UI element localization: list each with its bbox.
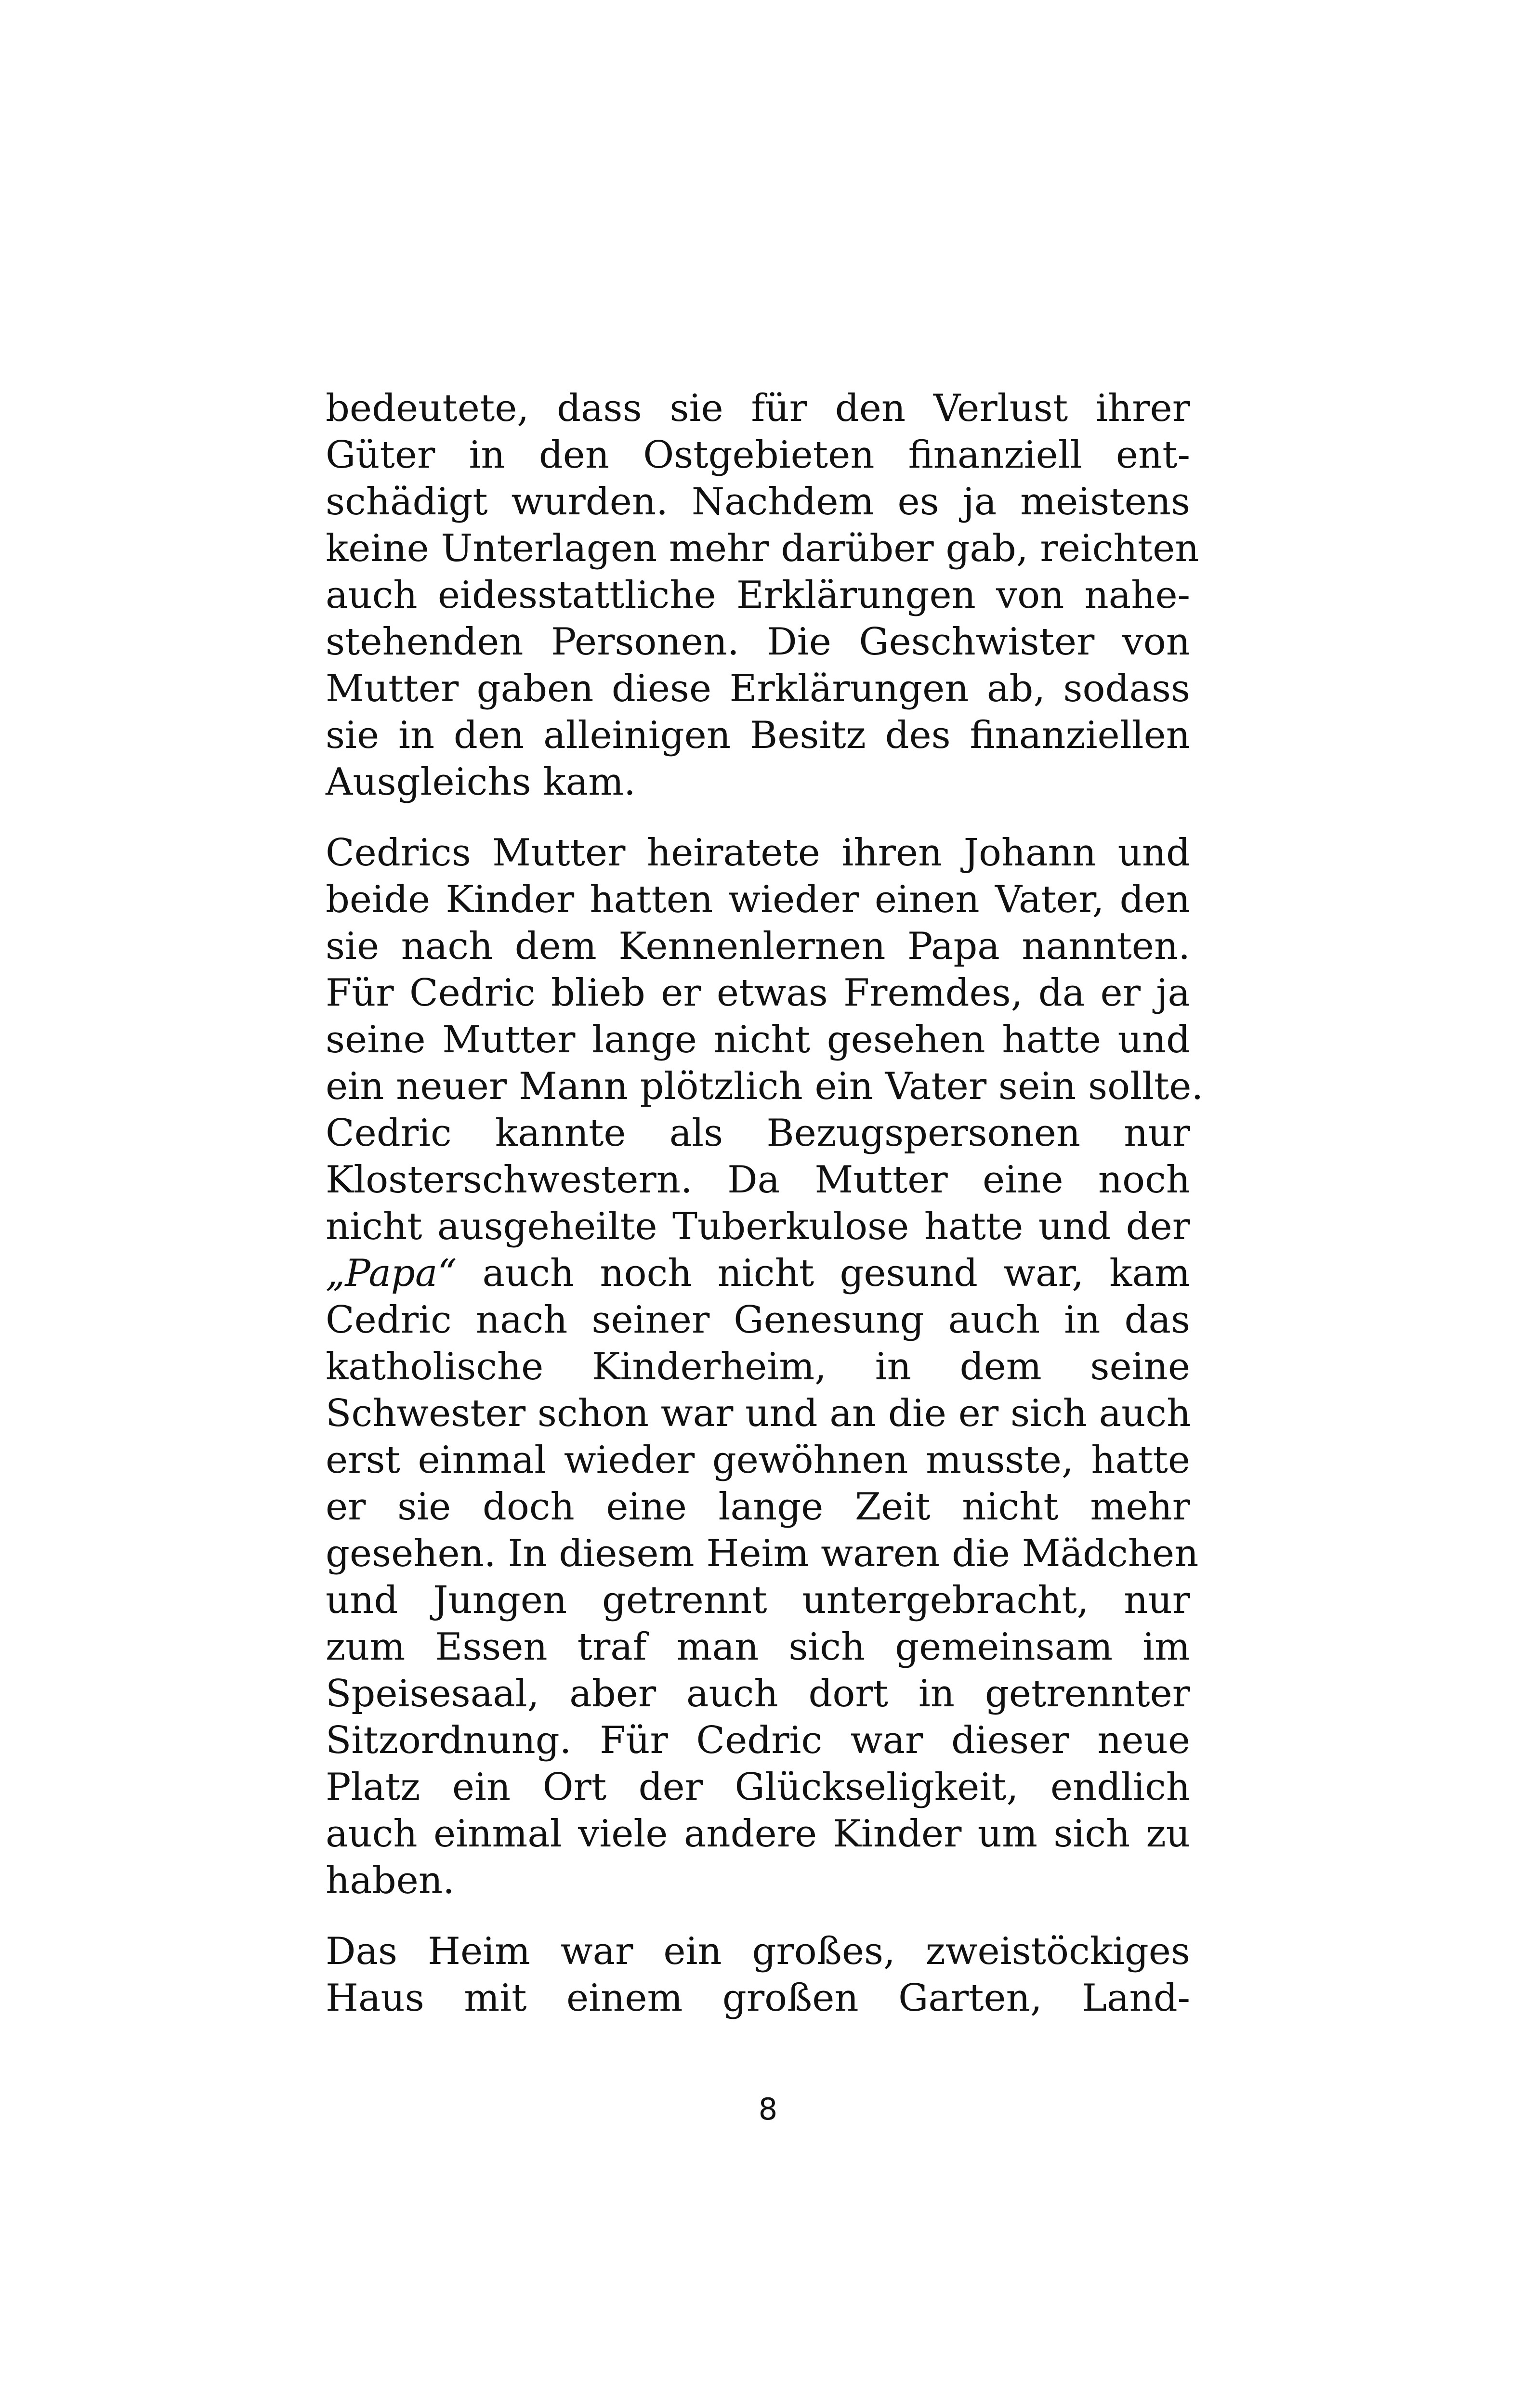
- text-line: katholische Kinderheim, in dem seine: [326, 1345, 1190, 1388]
- text-line: ein neuer Mann plötzlich ein Vater sein sollte.: [326, 1065, 1204, 1108]
- text-line: Haus mit einem großen Garten, Land-: [326, 1976, 1190, 2020]
- text-line: Speisesaal, aber auch dort in getrennter: [326, 1672, 1190, 1715]
- paragraph-gap: [326, 1904, 1190, 1928]
- text-line: Güter in den Ostgebieten finanziell ent-: [326, 433, 1190, 477]
- text-line: keine Unterlagen mehr darüber gab, reichten: [326, 527, 1199, 570]
- text-line: auch einmal viele andere Kinder um sich zu: [326, 1812, 1190, 1856]
- text-line: Cedric kannte als Bezugspersonen nur: [326, 1112, 1190, 1155]
- text-line: haben.: [326, 1859, 455, 1902]
- text-line: nicht ausgeheilte Tuberkulose hatte und der: [326, 1205, 1190, 1248]
- text-line: er sie doch eine lange Zeit nicht mehr: [326, 1485, 1190, 1529]
- text-line: Für Cedric blieb er etwas Fremdes, da er ja: [326, 971, 1190, 1015]
- text-line: erst einmal wieder gewöhnen musste, hatte: [326, 1439, 1190, 1482]
- text-line: Cedrics Mutter heiratete ihren Johann und: [326, 831, 1190, 875]
- paragraph: [326, 385, 1199, 806]
- text-line: Das Heim war ein großes, zweistöckiges: [326, 1930, 1190, 1973]
- paragraph: [326, 830, 1204, 1904]
- text-line: Platz ein Ort der Glückseligkeit, endlich: [326, 1766, 1190, 1809]
- text-line: auch eidesstattliche Erklärungen von nahe-: [326, 574, 1190, 617]
- text-line: sie nach dem Kennenlernen Papa nannten.: [326, 925, 1190, 968]
- paragraph: [326, 1928, 1190, 2022]
- text-line: Ausgleichs kam.: [326, 760, 636, 804]
- text-line: beide Kinder hatten wieder einen Vater, den: [326, 878, 1190, 921]
- text-line: Cedric nach seiner Genesung auch in das: [326, 1298, 1190, 1342]
- paragraph-gap: [326, 806, 1190, 830]
- text-line: Schwester schon war und an die er sich auch: [326, 1392, 1191, 1435]
- page-number: 8: [758, 2092, 778, 2127]
- text-line: schädigt wurden. Nachdem es ja meistens: [326, 480, 1190, 523]
- text-line: und Jungen getrennt untergebracht, nur: [326, 1579, 1190, 1622]
- text-line: Sitzordnung. Für Cedric war dieser neue: [326, 1719, 1190, 1762]
- text-line: stehenden Personen. Die Geschwister von: [326, 620, 1190, 664]
- text-line: seine Mutter lange nicht gesehen hatte und: [326, 1018, 1190, 1061]
- text-line: sie in den alleinigen Besitz des finanziellen: [326, 714, 1190, 757]
- text-line: bedeutete, dass sie für den Verlust ihrer: [326, 387, 1190, 430]
- text-line: zum Essen traf man sich gemeinsam im: [326, 1625, 1190, 1669]
- text-line: [326, 1250, 1190, 1297]
- text-line: Mutter gaben diese Erklärungen ab, sodass: [326, 667, 1190, 710]
- line-rest: auch noch nicht gesund war, kam: [457, 1252, 1190, 1295]
- body-text: [326, 385, 1204, 2022]
- text-line: Klosterschwestern. Da Mutter eine noch: [326, 1158, 1190, 1202]
- text-line: gesehen. In diesem Heim waren die Mädchen: [326, 1532, 1199, 1575]
- italic-term: „Papa“: [326, 1252, 457, 1295]
